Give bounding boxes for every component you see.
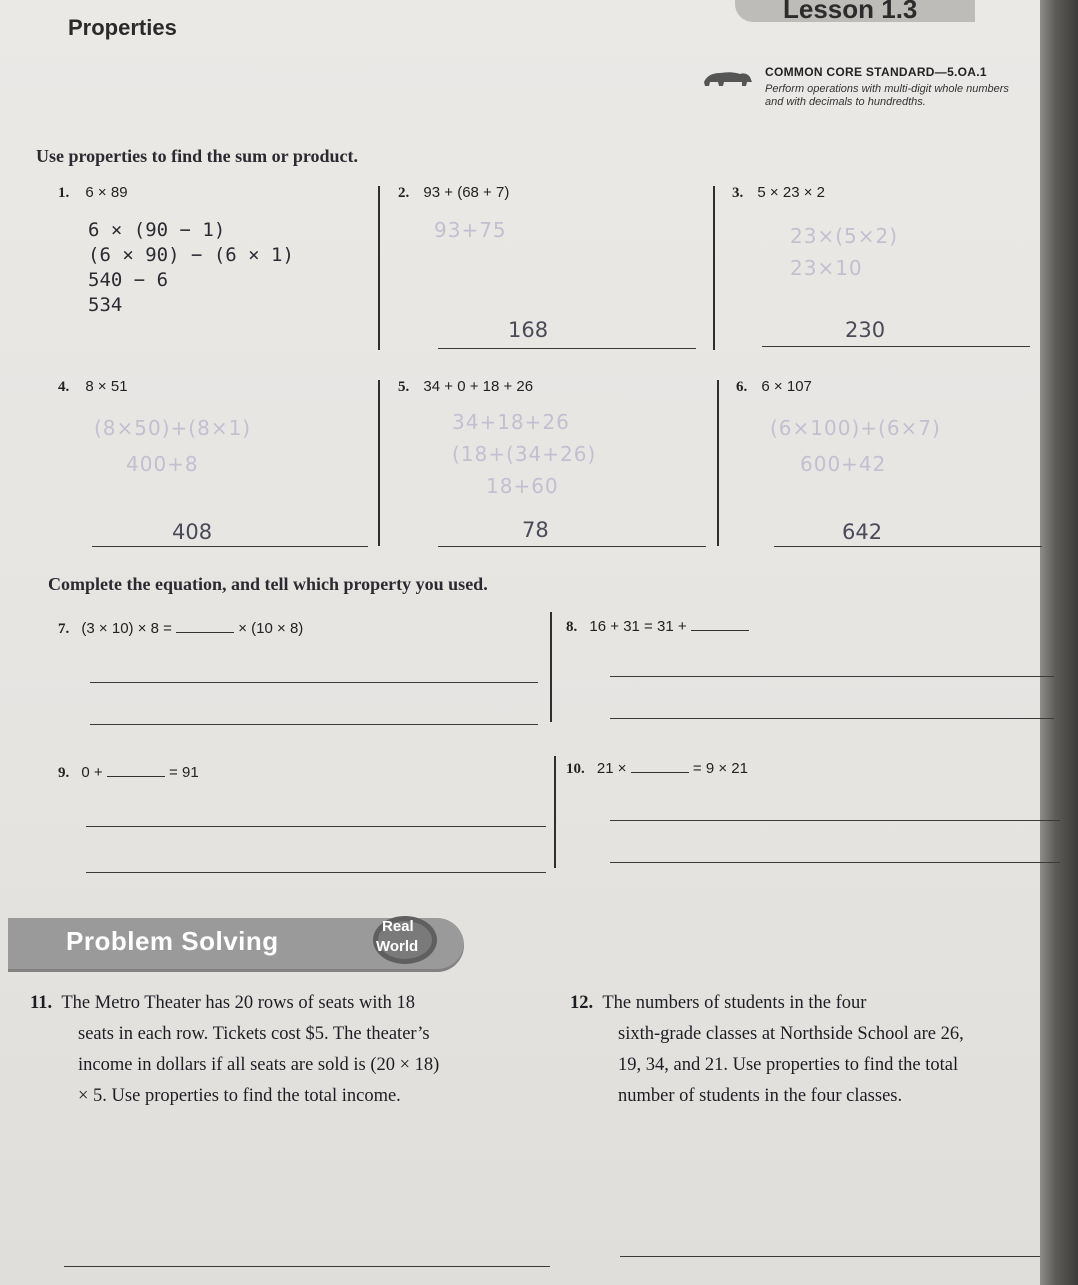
work-line: (18+(34+26)	[452, 442, 597, 466]
badge-real: Real	[382, 918, 414, 935]
problem-text-line: number of students in the four classes.	[618, 1086, 903, 1106]
page-edge-shadow	[1040, 0, 1078, 1285]
equation-right: = 91	[169, 764, 199, 781]
column-divider	[378, 380, 380, 546]
problem-text-line: income in dollars if all seats are sold is (20 × 18)	[78, 1055, 440, 1075]
property-line[interactable]	[90, 724, 538, 725]
answer-line[interactable]	[620, 1256, 1040, 1257]
problem-1-work	[88, 218, 294, 318]
column-divider	[550, 612, 552, 722]
lesson-label: Lesson 1.3	[783, 0, 918, 24]
property-line[interactable]	[86, 872, 546, 873]
problem-2	[398, 184, 509, 202]
equation-left: 16 + 31 = 31 +	[589, 618, 687, 635]
property-line[interactable]	[610, 676, 1054, 677]
work-line: 400+8	[126, 452, 199, 476]
badge-world: World	[376, 938, 419, 955]
problem-number: 12.	[570, 993, 594, 1013]
problem-number: 1.	[58, 185, 70, 201]
problem-number: 3.	[732, 185, 744, 201]
answer-line[interactable]	[64, 1266, 550, 1267]
answer-line	[92, 546, 368, 547]
work-line: 6 × (90 − 1)	[88, 219, 226, 241]
answer-line	[774, 546, 1042, 547]
problem-6-answer: 642	[842, 520, 883, 544]
problem-text-line: The Metro Theater has 20 rows of seats with 18	[61, 993, 416, 1013]
problem-text-line: sixth-grade classes at Northside School are 26,	[618, 1024, 964, 1044]
problem-8	[566, 618, 749, 636]
problem-number: 7.	[58, 621, 70, 637]
property-line[interactable]	[610, 820, 1060, 821]
property-line[interactable]	[90, 682, 538, 683]
answer-line	[438, 348, 696, 349]
column-divider	[713, 186, 715, 350]
problem-7	[58, 620, 303, 638]
answer-blank[interactable]	[631, 760, 689, 773]
problem-text-line: × 5. Use properties to find the total income.	[78, 1086, 401, 1106]
work-line: (6 × 90) − (6 × 1)	[88, 244, 294, 266]
page-title: Properties	[68, 15, 177, 40]
section1-instruction: Use properties to find the sum or product.	[36, 146, 359, 166]
problem-12	[570, 988, 1040, 1112]
problem-2-answer: 168	[508, 318, 549, 342]
answer-line	[438, 546, 706, 547]
work-line: (6×100)+(6×7)	[770, 416, 941, 440]
section2-instruction: Complete the equation, and tell which property you used.	[48, 574, 488, 594]
equation-left: 21 ×	[596, 760, 627, 777]
problem-6-work	[770, 410, 941, 482]
problem-text-line: seats in each row. Tickets cost $5. The theater’s	[78, 1024, 430, 1044]
answer-line	[762, 346, 1030, 347]
standard-text: Perform operations with multi-digit whole numbers and with decimals to hundredths.	[765, 83, 1009, 108]
problem-expression: 6 × 89	[85, 184, 128, 201]
problem-2-work: 93+75	[434, 218, 507, 242]
answer-blank[interactable]	[691, 618, 749, 631]
problem-5	[398, 378, 533, 396]
problem-expression: 5 × 23 × 2	[757, 184, 825, 201]
problem-number: 4.	[58, 379, 70, 395]
problem-3-answer: 230	[845, 318, 886, 342]
problem-expression: 8 × 51	[85, 378, 128, 395]
problem-number: 5.	[398, 379, 410, 395]
problem-number: 11.	[30, 993, 53, 1013]
problem-10	[566, 760, 748, 778]
work-line: 23×10	[790, 256, 863, 280]
problem-4	[58, 378, 128, 396]
column-divider	[554, 756, 556, 868]
problem-number: 9.	[58, 765, 70, 781]
property-line[interactable]	[610, 862, 1060, 863]
work-line: 600+42	[800, 452, 887, 476]
problem-number: 2.	[398, 185, 410, 201]
equation-right: = 9 × 21	[692, 760, 748, 777]
problem-number: 8.	[566, 619, 578, 635]
equation-left: 0 +	[81, 764, 103, 781]
work-line: (8×50)+(8×1)	[94, 416, 252, 440]
problem-expression: 6 × 107	[761, 378, 812, 395]
problem-6	[736, 378, 812, 396]
work-line: 534	[88, 294, 123, 316]
problem-number: 10.	[566, 761, 585, 777]
answer-blank[interactable]	[176, 620, 234, 633]
standard-heading: COMMON CORE STANDARD—5.OA.1	[765, 65, 987, 79]
problem-text-line: 19, 34, and 21. Use properties to find the total	[618, 1055, 959, 1075]
problem-4-answer: 408	[172, 520, 213, 544]
problem-3	[732, 184, 825, 202]
problem-number: 6.	[736, 379, 748, 395]
work-line: 34+18+26	[452, 410, 570, 434]
problem-3-work	[790, 220, 898, 284]
answer-blank[interactable]	[107, 764, 165, 777]
problem-solving-title: Problem Solving	[66, 926, 279, 956]
equation-left: (3 × 10) × 8 =	[81, 620, 172, 637]
column-divider	[717, 380, 719, 546]
work-line: 18+60	[486, 474, 559, 498]
problem-expression: 93 + (68 + 7)	[423, 184, 510, 201]
problem-text-line: The numbers of students in the four	[602, 993, 867, 1013]
bear-icon	[702, 68, 754, 88]
problem-4-work	[94, 410, 251, 482]
property-line[interactable]	[86, 826, 546, 827]
problem-expression: 34 + 0 + 18 + 26	[423, 378, 534, 395]
lesson-tab	[735, 0, 975, 22]
equation-right: × (10 × 8)	[238, 620, 304, 637]
problem-5-answer: 78	[522, 518, 549, 542]
problem-11	[30, 988, 550, 1112]
property-line[interactable]	[610, 718, 1054, 719]
real-world-badge	[370, 912, 440, 966]
problem-1	[58, 184, 128, 202]
column-divider	[378, 186, 380, 350]
problem-9	[58, 764, 199, 782]
problem-5-work	[452, 406, 596, 502]
work-line: 23×(5×2)	[790, 224, 899, 248]
work-line: 540 − 6	[88, 269, 169, 291]
